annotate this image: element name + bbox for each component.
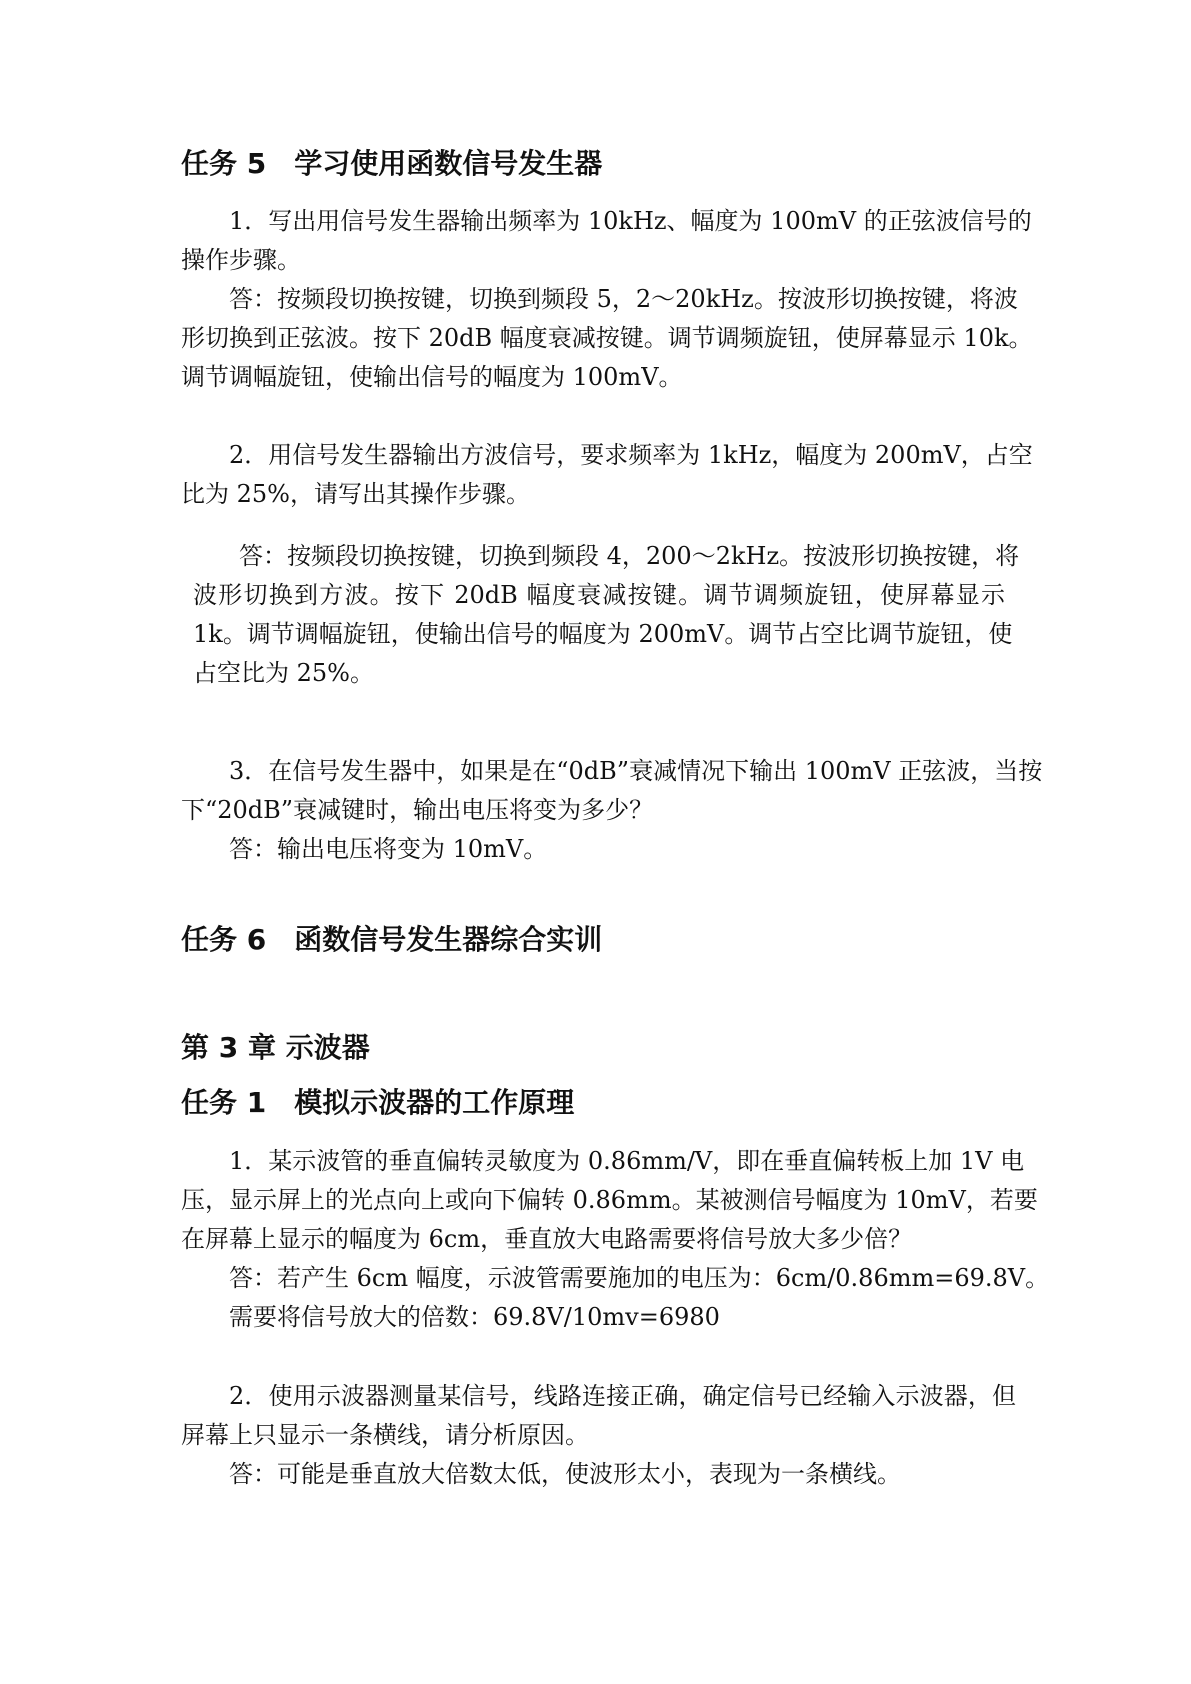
section-heading-task1: 任务 1 模拟示波器的工作原理 — [181, 1086, 575, 1119]
paragraph-line: 操作步骤。 — [181, 246, 301, 274]
answer-line: 形切换到正弦波。按下 20dB 幅度衰减按键。调节调频旋钮，使屏幕显示 10k。 — [181, 324, 1033, 352]
paragraph-line: 1．写出用信号发生器输出频率为 10kHz、幅度为 100mV 的正弦波信号的 — [229, 207, 1032, 235]
paragraph-line: 2．使用示波器测量某信号，线路连接正确，确定信号已经输入示波器，但 — [229, 1382, 1016, 1410]
section-heading-task5: 任务 5 学习使用函数信号发生器 — [181, 147, 603, 180]
answer-line: 答：输出电压将变为 10mV。 — [229, 835, 548, 863]
paragraph-line: 3．在信号发生器中，如果是在“0dB”衰减情况下输出 100mV 正弦波，当按 — [229, 757, 1043, 785]
paragraph-line: 屏幕上只显示一条横线，请分析原因。 — [181, 1421, 589, 1449]
paragraph-line: 在屏幕上显示的幅度为 6cm，垂直放大电路需要将信号放大多少倍？ — [181, 1225, 913, 1253]
answer-line: 占空比为 25%。 — [193, 659, 374, 687]
paragraph-line: 下“20dB”衰减键时，输出电压将变为多少？ — [181, 796, 654, 824]
answer-line: 答：可能是垂直放大倍数太低，使波形太小，表现为一条横线。 — [229, 1460, 901, 1488]
answer-line: 波形切换到方波。按下 20dB 幅度衰减按键。调节调频旋钮，使屏幕显示 — [193, 581, 1005, 609]
answer-line: 答：按频段切换按键，切换到频段 5，2～20kHz。按波形切换按键，将波 — [229, 285, 1018, 313]
paragraph-line: 比为 25%，请写出其操作步骤。 — [181, 480, 530, 508]
answer-line: 答：按频段切换按键，切换到频段 4，200～2kHz。按波形切换按键，将 — [239, 542, 1020, 570]
answer-line: 需要将信号放大的倍数：69.8V/10mv=6980 — [229, 1303, 720, 1331]
paragraph-line: 2．用信号发生器输出方波信号，要求频率为 1kHz，幅度为 200mV，占空 — [229, 441, 1033, 469]
paragraph-line: 1．某示波管的垂直偏转灵敏度为 0.86mm/V，即在垂直偏转板上加 1V 电 — [229, 1147, 1025, 1175]
answer-line: 调节调幅旋钮，使输出信号的幅度为 100mV。 — [181, 363, 683, 391]
answer-line: 1k。调节调幅旋钮，使输出信号的幅度为 200mV。调节占空比调节旋钮，使 — [193, 620, 1013, 648]
chapter-heading: 第 3 章 示波器 — [181, 1031, 370, 1064]
paragraph-line: 压，显示屏上的光点向上或向下偏转 0.86mm。某被测信号幅度为 10mV，若要 — [181, 1186, 1038, 1214]
section-heading-task6: 任务 6 函数信号发生器综合实训 — [181, 923, 603, 956]
answer-line: 答：若产生 6cm 幅度，示波管需要施加的电压为：6cm/0.86mm=69.8V。 — [229, 1264, 1050, 1292]
